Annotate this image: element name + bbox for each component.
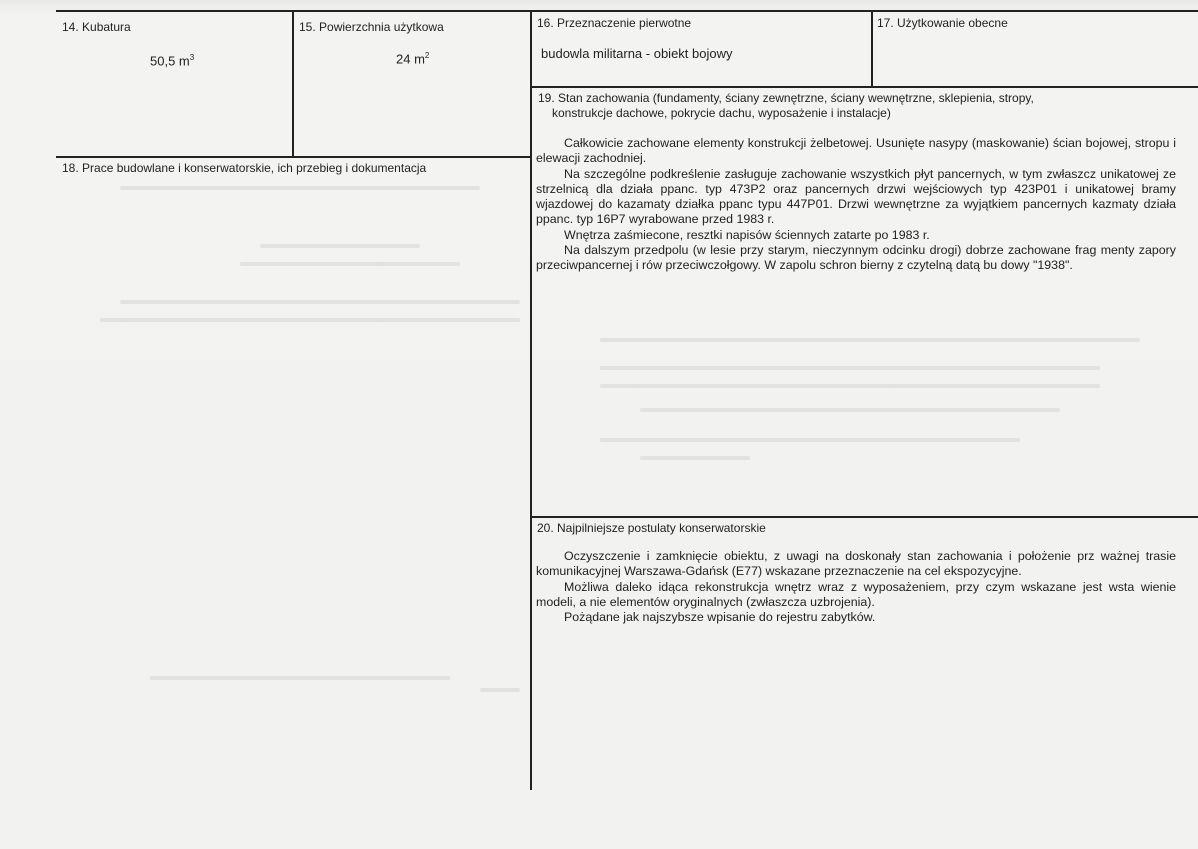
field-15-label: 15. Powierzchnia użytkowa — [299, 20, 444, 34]
bleed-through-mark — [240, 262, 460, 266]
field-14-label: 14. Kubatura — [62, 20, 131, 34]
field-19-label-line1: 19. Stan zachowania (fundamenty, ściany zewnętrzne, ściany wewnętrzne, sklepienia, stropy, — [538, 91, 1034, 105]
field-20-text — [536, 549, 1176, 659]
field-20-paragraph: Możliwa daleko idąca rekonstrukcja wnętrz wraz z wyposażeniem, przy czym wskazane jest wsta wienie modeli, a nie elementów oryginalnych (zwłaszcza uzbrojenia). — [536, 579, 1176, 609]
bleed-through-mark — [600, 338, 1140, 342]
field-15-value — [396, 48, 429, 66]
field-19-text — [536, 136, 1176, 296]
bleed-through-mark — [600, 438, 1020, 442]
bleed-through-mark — [600, 384, 1100, 388]
field-16-value: budowla militarna - obiekt bojowy — [541, 46, 733, 61]
field-18-label: 18. Prace budowlane i konserwatorskie, ich przebieg i dokumentacja — [62, 161, 427, 175]
field-20-label: 20. Najpilniejsze postulaty konserwatorskie — [537, 521, 766, 535]
bleed-through-mark — [640, 456, 750, 460]
field-14-unit-sup: 3 — [189, 53, 195, 62]
bleed-through-mark — [120, 186, 480, 190]
field-19-label-line2: konstrukcje dachowe, pokrycie dachu, wyposażenie i instalacje) — [552, 106, 891, 120]
bleed-through-mark — [100, 318, 520, 322]
field-20-paragraph: Oczyszczenie i zamknięcie obiektu, z uwagi na doskonały stan zachowania i położenie prz ważnej trasie komunikacyjnej Warszawa-Gdańsk (E77) wskazane przeznaczenie na cel ekspozycyjne. — [536, 549, 1176, 579]
field-17-label: 17. Użytkowanie obecne — [877, 16, 1008, 30]
bleed-through-mark — [120, 300, 520, 304]
field-20-paragraph: Pożądane jak najszybsze wpisanie do rejestru zabytków. — [564, 610, 876, 625]
row-divider-19 — [530, 86, 1198, 88]
row-divider-18 — [56, 156, 531, 158]
bleed-through-mark — [150, 676, 450, 680]
divider-left-right — [530, 10, 532, 790]
field-15-unit-sup: 2 — [424, 51, 430, 60]
bleed-through-mark — [480, 688, 520, 692]
top-border-line — [56, 10, 1198, 12]
field-14-number: 50,5 m — [150, 53, 190, 69]
field-16-label: 16. Przeznaczenie pierwotne — [537, 16, 692, 30]
field-19-paragraph: Na szczególne podkreślenie zasługuje zachowanie wszystkich płyt pancernych, w tym zwłaszcz unikatowej ze strzelnicą dla działa ppanc. typ 473P2 oraz pancernych drzwi wejściowych typ 423P01 i unikatowej bramy wjazdowej do kazamaty działka ppanc typu 447P01. Drzwi wewnętrzne za wyjątkiem pancernych kazmaty działa ppanc. typ 16P7 wyrabowane przed 1983 r. — [536, 166, 1176, 227]
field-19-paragraph: Całkowicie zachowane elementy konstrukcji żelbetowej. Usunięte nasypy (maskowanie) ścian bojowej, stropu i elewacji zachodniej. — [536, 136, 1176, 166]
field-19-paragraph: Wnętrza zaśmiecone, resztki napisów ściennych zatarte po 1983 r. — [564, 227, 930, 242]
bleed-through-mark — [640, 408, 1060, 412]
divider-14-15 — [292, 10, 294, 157]
field-19-paragraph: Na dalszym przedpolu (w lesie przy starym, nieczynnym odcinku drogi) dobrze zachowane frag menty zapory przeciwpancernej i rów przeciwczołgowy. W zapolu schron bierny z czytelną datą bu dowy "1938". — [536, 243, 1176, 273]
divider-16-17 — [871, 10, 873, 86]
bleed-through-mark — [600, 366, 1100, 370]
field-15-number: 24 m — [396, 51, 425, 67]
bleed-through-mark — [260, 244, 420, 248]
row-divider-20 — [530, 516, 1198, 518]
field-14-value — [150, 50, 194, 68]
